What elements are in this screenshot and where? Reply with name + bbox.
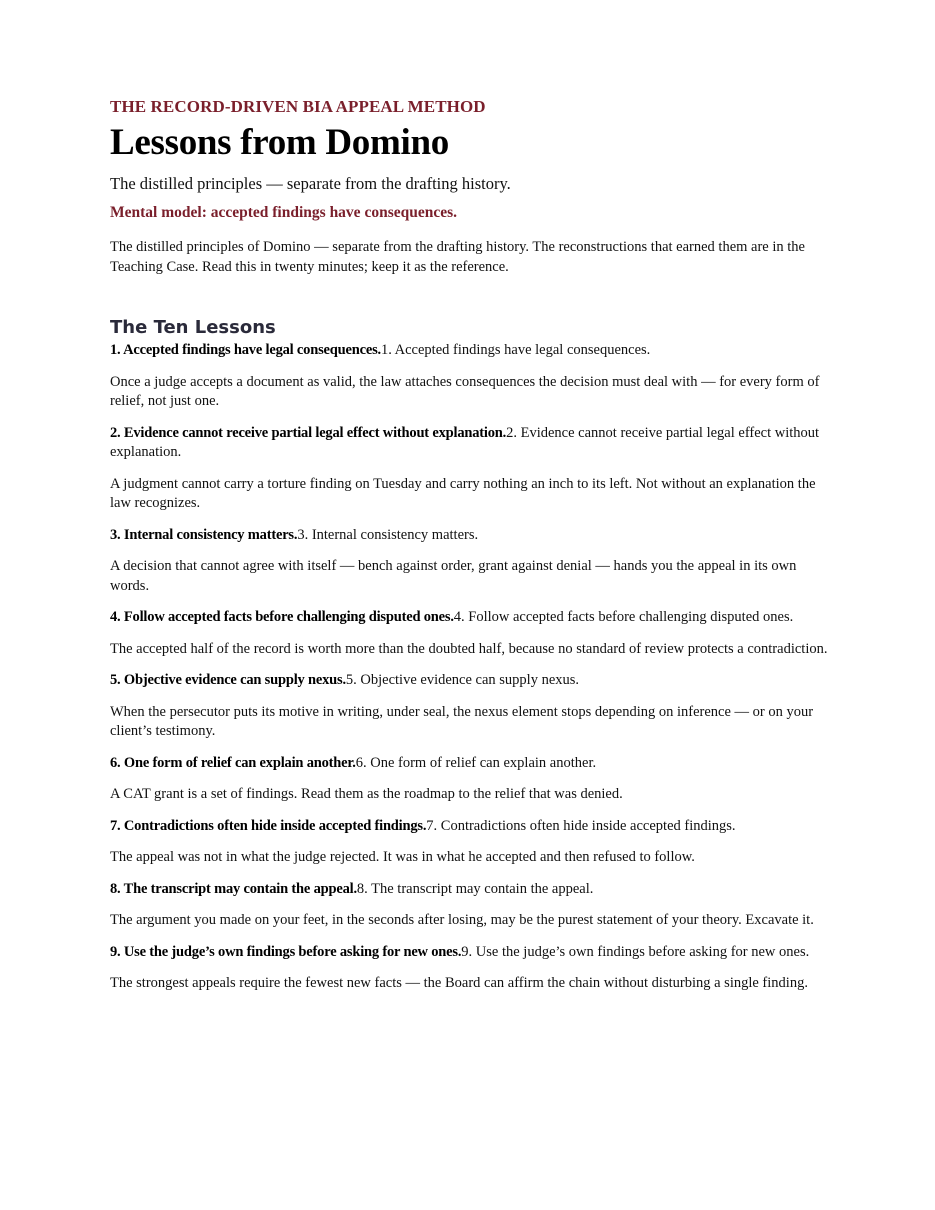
eyebrow-title: THE RECORD-DRIVEN BIA APPEAL METHOD bbox=[110, 97, 486, 116]
lesson-heading bbox=[110, 671, 828, 691]
lesson-heading bbox=[110, 817, 828, 837]
lesson-title-plain: 4. Follow accepted facts before challenging disputed ones. bbox=[453, 609, 794, 625]
lesson-heading bbox=[110, 608, 828, 628]
lesson-body: The strongest appeals require the fewest new facts — the Board can affirm the chain without disturbing a single finding. bbox=[110, 975, 808, 991]
lesson-title-bold: 6. One form of relief can explain another. bbox=[110, 754, 356, 771]
document-page bbox=[110, 96, 828, 1006]
lesson-title-plain: 5. Objective evidence can supply nexus. bbox=[345, 672, 580, 688]
intro-paragraph: The distilled principles of Domino — separate from the drafting history. The reconstructions that earned them are in the Teaching Case. Read this in twenty minutes; keep it as the reference. bbox=[110, 239, 805, 275]
lesson-title-plain: 3. Internal consistency matters. bbox=[297, 526, 479, 543]
section-heading: The Ten Lessons bbox=[110, 317, 276, 338]
lesson-body: The accepted half of the record is worth more than the doubted half, because no standard of review protects a contradiction. bbox=[110, 640, 828, 657]
lesson-title-bold: 4. Follow accepted facts before challenging disputed ones. bbox=[110, 609, 454, 625]
lesson-heading bbox=[110, 341, 828, 361]
mental-model: Mental model: accepted findings have consequences. bbox=[110, 204, 458, 221]
lessons-list bbox=[110, 341, 828, 994]
lesson-title-bold: 9. Use the judge’s own findings before asking for new ones. bbox=[110, 943, 462, 960]
lesson-title-plain: 6. One form of relief can explain another. bbox=[355, 754, 597, 771]
page-title: Lessons from Domino bbox=[110, 122, 449, 163]
lesson-title-bold: 5. Objective evidence can supply nexus. bbox=[110, 672, 346, 688]
lesson-body: The argument you made on your feet, in the seconds after losing, may be the purest statement of your theory. Excavate it. bbox=[110, 912, 814, 928]
lesson-body: A decision that cannot agree with itself — bench against order, grant against denial — hands you the appeal in its own words. bbox=[110, 558, 797, 594]
lesson-heading bbox=[110, 754, 828, 774]
lesson-title-plain: 8. The transcript may contain the appeal. bbox=[356, 880, 594, 897]
lesson-body: A CAT grant is a set of findings. Read them as the roadmap to the relief that was denied. bbox=[110, 786, 623, 802]
lesson-title-bold: 3. Internal consistency matters. bbox=[110, 526, 298, 543]
lesson-body: When the persecutor puts its motive in writing, under seal, the nexus element stops depending on inference — or on your client’s testimony. bbox=[110, 703, 814, 739]
lesson-title-bold: 1. Accepted findings have legal consequences. bbox=[110, 342, 381, 358]
lesson-heading bbox=[110, 424, 828, 463]
lesson-body: Once a judge accepts a document as valid, the law attaches consequences the decision must deal with — for every form of relief, not just one. bbox=[110, 373, 820, 409]
lesson-title-bold: 2. Evidence cannot receive partial legal effect without explanation. bbox=[110, 424, 507, 441]
lesson-title-plain: 2. Evidence cannot receive partial legal effect without explanation. bbox=[110, 424, 820, 460]
lesson-heading bbox=[110, 943, 828, 963]
lesson-title-bold: 7. Contradictions often hide inside accepted findings. bbox=[110, 817, 427, 834]
lesson-title-plain: 7. Contradictions often hide inside accepted findings. bbox=[426, 817, 736, 834]
lesson-body: A judgment cannot carry a torture finding on Tuesday and carry nothing an inch to its left. Not without an explanation the law recognizes. bbox=[110, 475, 816, 511]
lesson-title-plain: 1. Accepted findings have legal consequences. bbox=[380, 342, 651, 358]
lesson-body: The appeal was not in what the judge rejected. It was in what he accepted and then refused to follow. bbox=[110, 849, 695, 865]
lesson-heading bbox=[110, 880, 828, 900]
page-subtitle: The distilled principles — separate from the drafting history. bbox=[110, 174, 511, 193]
lesson-heading bbox=[110, 526, 828, 546]
lesson-title-plain: 9. Use the judge’s own findings before asking for new ones. bbox=[461, 943, 810, 960]
lesson-title-bold: 8. The transcript may contain the appeal. bbox=[110, 880, 357, 897]
